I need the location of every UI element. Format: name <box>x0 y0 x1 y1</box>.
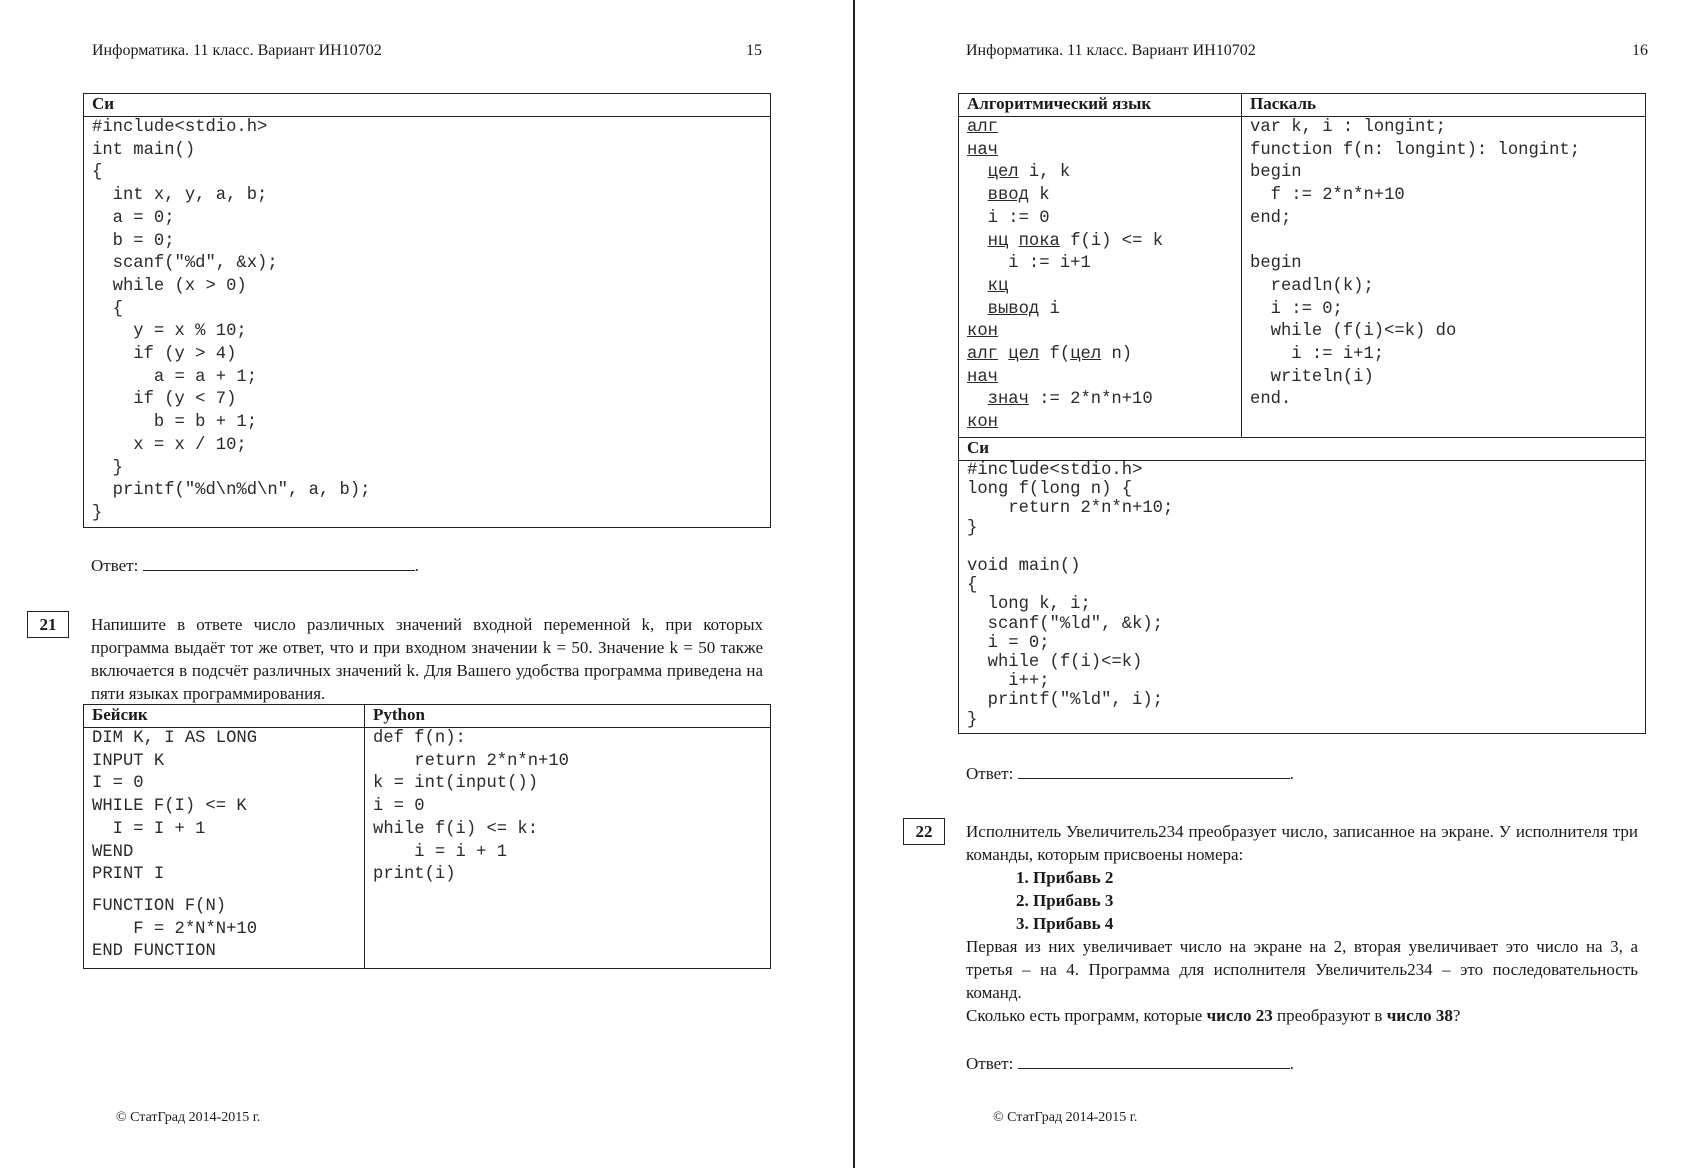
alg-keyword: цел <box>1070 345 1102 365</box>
alg-line <box>967 413 998 432</box>
alg-keyword: знач <box>987 390 1029 410</box>
alg-line: вывод i <box>987 299 1060 319</box>
alg-keyword: нц <box>987 231 1009 251</box>
page-header: Информатика. 11 класс. Вариант ИН10702 <box>92 42 382 59</box>
question-target-number: число 38 <box>1386 1006 1453 1025</box>
alg-label: Алгоритмический язык <box>959 94 1242 117</box>
answer-dot: . <box>1289 1054 1294 1073</box>
pascal-code: var k, i : longint; function f(n: longint): longint; begin f := 2*n*n+10 end; begin readln(k); i := 0; while (f(i)<=k) do i := i+1; writeln(i) end. <box>1250 118 1581 410</box>
question-number-box: 21 <box>27 611 69 638</box>
answer-line <box>91 556 419 576</box>
c-code: #include<stdio.h> int main() { int x, y, a, b; a = 0; b = 0; scanf("%d", &x); while (x > 0) { y = x % 10; if (y > 4) a = a + 1; if (y < 7) b = b + 1; x = x / 10; } printf("%d\n%d\n", a, b); } <box>92 118 371 523</box>
page-number: 15 <box>746 42 762 59</box>
question-22-question <box>966 1004 1638 1027</box>
c-code-table <box>83 93 771 528</box>
alg-keyword: нач <box>967 140 998 160</box>
alg-keyword: ввод <box>987 186 1029 206</box>
alg-line: i := 0 <box>987 208 1050 228</box>
alg-keyword: алг <box>967 345 998 365</box>
alg-keyword: кц <box>987 276 1009 296</box>
alg-keyword: кон <box>967 322 998 342</box>
page-number: 16 <box>1632 42 1648 59</box>
question-21-text: Напишите в ответе число различных значений входной переменной k, при которых программа выдаёт тот же ответ, что и при входном значении k = 50. Значение k = 50 также включается в подсчёт различных значений k. Для Вашего удобства программа приведена на пяти языках программирования. <box>91 615 763 703</box>
answer-line-22 <box>966 1054 1294 1074</box>
basic-function-code: FUNCTION F(N) F = 2*N*N+10 END FUNCTION <box>92 896 258 962</box>
answer-dot: . <box>414 556 419 575</box>
question-text: преобразуют в <box>1272 1006 1387 1025</box>
alg-code <box>967 117 1241 435</box>
alg-keyword: нач <box>967 367 998 387</box>
command-item: 1. Прибавь 2 <box>1016 868 1114 887</box>
question-22-description: Первая из них увеличивает число на экране на 2, вторая увеличивает это число на 3, а третья – на 4. Программа для исполнителя Увеличитель234 – это последовательность команд. <box>966 937 1638 1002</box>
right-page <box>855 0 1708 1168</box>
left-page <box>0 0 853 1168</box>
question-number-box: 22 <box>903 818 945 845</box>
answer-label: Ответ: <box>91 556 139 575</box>
alg-line: ввод k <box>987 186 1050 206</box>
c-code: #include<stdio.h> long f(long n) { return 2*n*n+10; } void main() { long k, i; scanf("%ld", &k); i = 0; while (f(i)<=k) i++; printf("%ld", i); } <box>967 461 1174 730</box>
alg-keyword: пока <box>1018 231 1060 251</box>
python-code: def f(n): return 2*n*n+10 k = int(input()) i = 0 while f(i) <= k: i = i + 1 print(i) <box>373 729 569 885</box>
c-label: Си <box>959 438 1646 461</box>
alg-keyword: цел <box>987 163 1019 183</box>
alg-line <box>967 118 998 137</box>
basic-code: DIM K, I AS LONG INPUT K I = 0 WHILE F(I) <= K I = I + 1 WEND PRINT I <box>92 729 258 885</box>
footer: © СтатГрад 2014-2015 г. <box>116 1110 261 1125</box>
basic-label: Бейсик <box>84 705 365 728</box>
question-22-block <box>966 820 1638 1027</box>
question-mark: ? <box>1452 1006 1461 1025</box>
command-list <box>966 866 1638 935</box>
alg-line <box>967 277 1008 296</box>
c-label: Си <box>84 94 771 117</box>
alg-keyword: кон <box>967 413 998 433</box>
alg-pascal-c-table <box>958 93 1646 734</box>
alg-line: i := i+1 <box>1008 254 1091 274</box>
footer: © СтатГрад 2014-2015 г. <box>993 1110 1138 1125</box>
answer-dot: . <box>1289 764 1294 783</box>
alg-keyword: алг <box>967 118 998 137</box>
command-item: 3. Прибавь 4 <box>1016 914 1114 933</box>
pascal-label: Паскаль <box>1242 94 1646 117</box>
answer-label: Ответ: <box>966 1054 1014 1073</box>
answer-label: Ответ: <box>966 764 1014 783</box>
alg-line <box>967 322 998 341</box>
question-text: Сколько есть программ, которые <box>966 1006 1207 1025</box>
command-item: 2. Прибавь 3 <box>1016 891 1114 910</box>
alg-keyword: цел <box>1008 345 1040 365</box>
answer-line <box>966 764 1294 784</box>
question-22-intro: Исполнитель Увеличитель234 преобразует число, записанное на экране. У исполнителя три команды, которым присвоены номера: <box>966 822 1638 864</box>
answer-blank[interactable] <box>143 556 415 571</box>
alg-line: нц пока f(i) <= k <box>987 231 1164 251</box>
alg-line: знач := 2*n*n+10 <box>987 390 1153 410</box>
alg-line <box>967 141 998 160</box>
page-header: Информатика. 11 класс. Вариант ИН10702 <box>966 42 1256 59</box>
alg-line <box>967 368 998 387</box>
answer-blank[interactable] <box>1018 764 1290 779</box>
alg-line: алг цел f(цел n) <box>967 345 1133 365</box>
question-source-number: число 23 <box>1206 1006 1273 1025</box>
alg-line: цел i, k <box>987 163 1071 183</box>
basic-python-table <box>83 704 771 969</box>
python-label: Python <box>365 705 771 728</box>
answer-blank[interactable] <box>1018 1054 1290 1069</box>
alg-keyword: вывод <box>987 299 1040 319</box>
